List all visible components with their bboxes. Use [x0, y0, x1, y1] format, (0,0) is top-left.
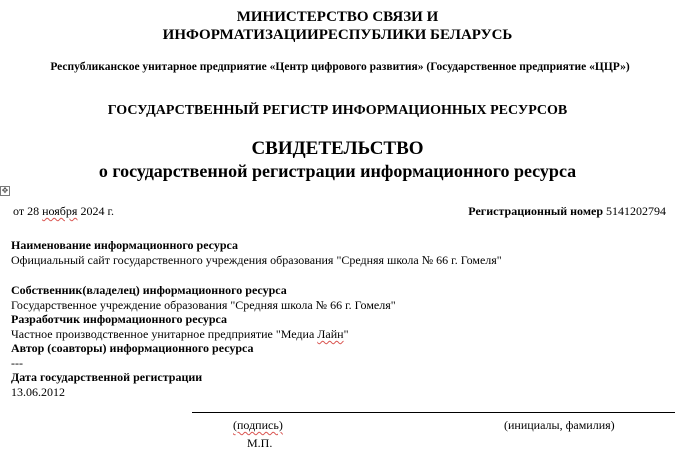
owner-value: Государственное учреждение образования "Средняя школа № 66 г. Гомеля"	[11, 298, 396, 312]
author-label: Автор (соавторы) информационного ресурса	[11, 341, 254, 355]
signature-caption-text: (подпись)	[233, 418, 283, 432]
issue-date-suffix: 2024 г.	[77, 204, 115, 218]
certificate-title: СВИДЕТЕЛЬСТВО	[251, 138, 424, 159]
ministry-line-1: МИНИСТЕРСТВО СВЯЗИ И	[236, 9, 439, 25]
developer-value-prefix: Частное производственное унитарное предприятие "Медиа	[11, 327, 318, 341]
author-value: ---	[11, 356, 23, 370]
developer-value-underlined: Лайн	[317, 327, 344, 341]
signature-line	[192, 412, 675, 413]
stamp-place: М.П.	[247, 436, 273, 450]
issue-date-prefix: от 28	[13, 204, 43, 218]
resource-name-label: Наименование информационного ресурса	[11, 238, 238, 252]
registration-number-value: 5141202794	[606, 204, 666, 218]
registration-number	[468, 204, 666, 218]
developer-label: Разработчик информационного ресурса	[11, 312, 227, 326]
initials-caption: (инициалы, фамилия)	[504, 418, 615, 432]
certificate-subtitle: о государственной регистрации информационного ресурса	[98, 161, 577, 181]
owner-label: Собственник(владелец) информационного ресурса	[11, 283, 287, 297]
issue-date-month: ноября	[42, 204, 78, 218]
developer-value-suffix: "	[343, 327, 349, 341]
issue-date	[13, 204, 114, 218]
resource-name-value: Официальный сайт государственного учреждения образования "Средняя школа № 66 г. Гомеля"	[11, 253, 502, 267]
registration-date-label: Дата государственной регистрации	[11, 370, 203, 384]
table-move-handle-icon[interactable]: ✥	[1, 186, 9, 195]
ministry-title	[0, 8, 675, 44]
developer-value	[11, 327, 348, 341]
ministry-line-2: ИНФОРМАТИЗАЦИИРЕСПУБЛИКИ БЕЛАРУСЬ	[162, 27, 513, 43]
registration-date-value: 13.06.2012	[11, 385, 65, 399]
register-title: ГОСУДАРСТВЕННЫЙ РЕГИСТР ИНФОРМАЦИОННЫХ РЕСУРСОВ	[107, 103, 568, 118]
signature-caption	[233, 418, 283, 432]
enterprise-name: Республиканское унитарное предприятие «Центр цифрового развития» (Государственное предприятие «ЦЦР»)	[50, 61, 630, 73]
registration-number-label: Регистрационный номер	[468, 204, 603, 218]
